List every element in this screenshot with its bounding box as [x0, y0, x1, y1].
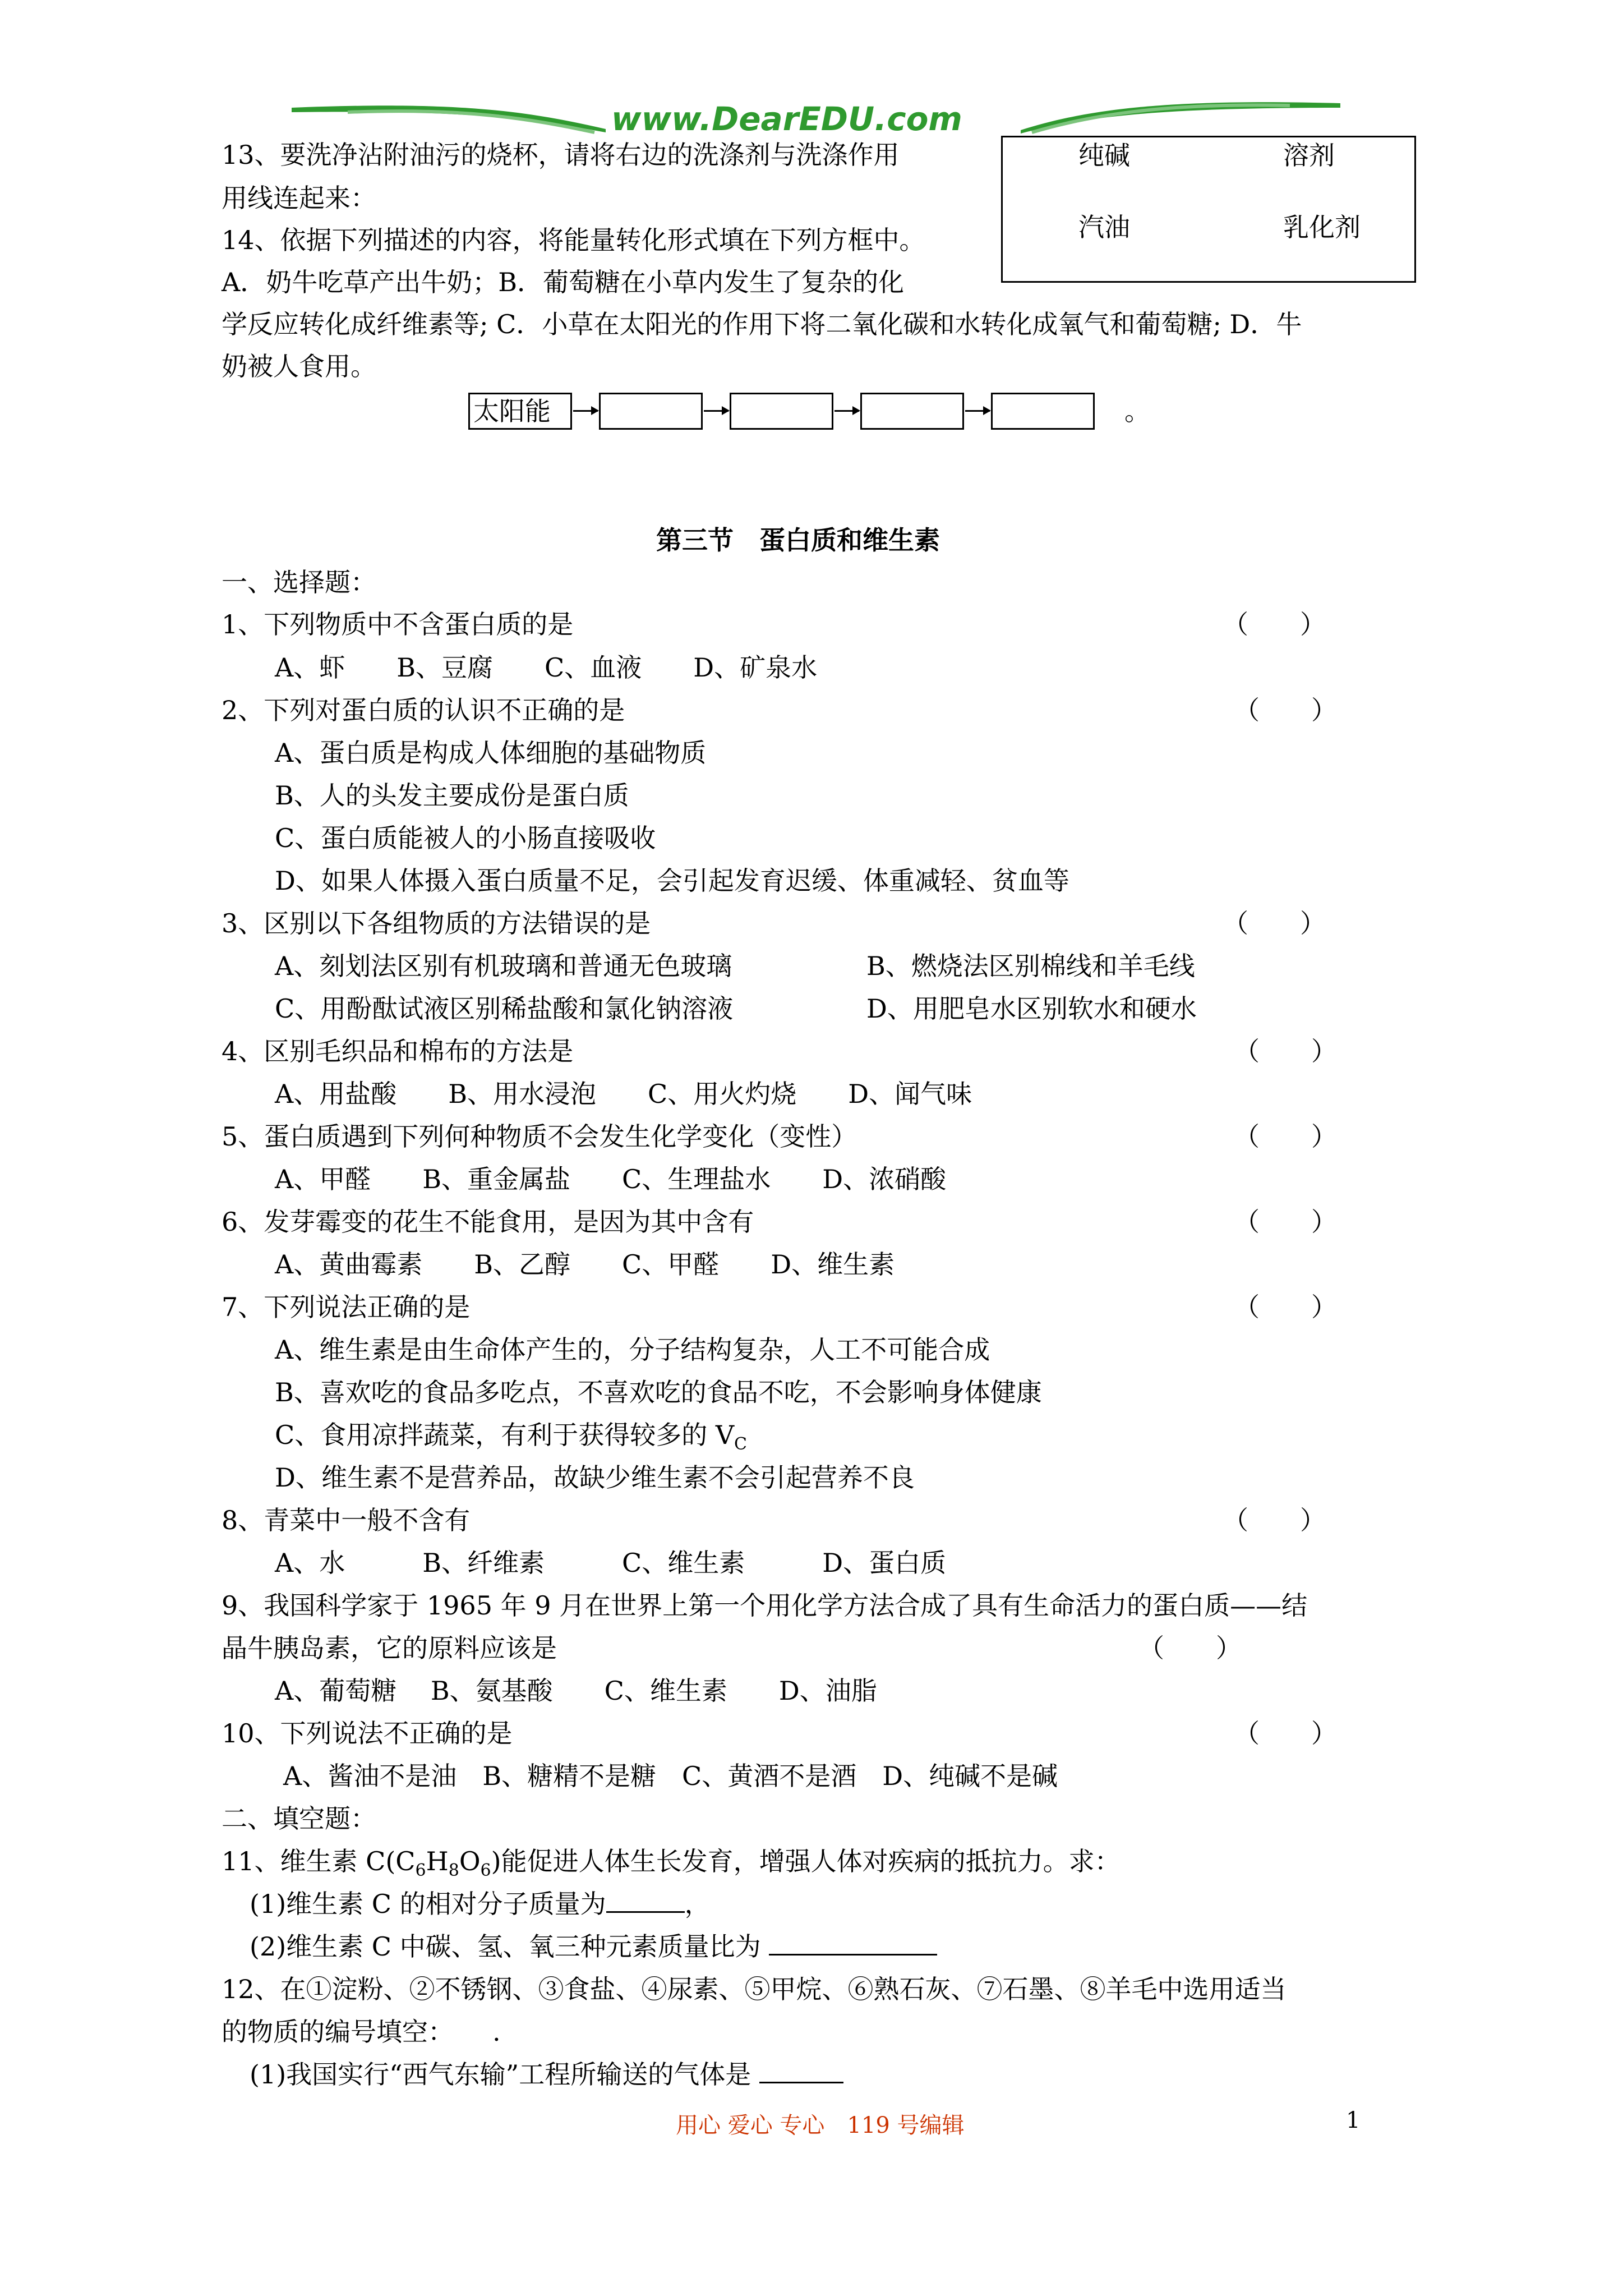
sub: 6	[415, 1861, 426, 1881]
flow-box-blank[interactable]	[860, 393, 964, 430]
question-option: A、维生素是由生命体产生的，分子结构复杂，人工不可能合成	[275, 1335, 990, 1365]
question-option: D、维生素不是营养品，故缺少维生素不会引起营养不良	[275, 1462, 915, 1493]
question-option: A、刻划法区别有机玻璃和普通无色玻璃	[275, 951, 732, 981]
question-stem-cont: 晶牛胰岛素，它的原料应该是	[222, 1633, 557, 1663]
question-option: B、人的头发主要成份是蛋白质	[275, 780, 629, 811]
flow-arrow	[573, 410, 598, 412]
fill-blank[interactable]	[606, 1889, 685, 1913]
answer-paren[interactable]: （ ）	[1234, 1207, 1337, 1237]
flow-arrow	[965, 410, 990, 412]
q11-h: H	[426, 1846, 449, 1876]
question-option: C、蛋白质能被人的小肠直接吸收	[275, 823, 656, 853]
q11-pre: 11、维生素 C(C	[222, 1846, 416, 1876]
question-stem: 8、青菜中一般不含有	[222, 1505, 471, 1535]
question-stem: 3、区别以下各组物质的方法错误的是	[222, 908, 651, 938]
question-stem: 7、下列说法正确的是	[222, 1292, 471, 1322]
q11-post: )能促进人体生长发育，增强人体对疾病的抵抗力。求：	[491, 1846, 1121, 1876]
footer-text: 用心 爱心 专心 119 号编辑	[676, 2113, 965, 2138]
q14-line4: 奶被人食用。	[222, 351, 376, 381]
answer-paren[interactable]: （ ）	[1223, 1505, 1326, 1535]
q12-line2: 的物质的编号填空： .	[222, 2017, 501, 2047]
question-stem: 4、区别毛织品和棉布的方法是	[222, 1036, 574, 1066]
q11-part2	[250, 1931, 937, 1962]
section-title: 第三节 蛋白质和维生素	[656, 525, 940, 555]
flow-arrow	[834, 410, 859, 412]
q11-p1-end: ，	[684, 1889, 711, 1919]
question-stem: 1、下列物质中不含蛋白质的是	[222, 609, 574, 639]
question-options: A、虾 B、豆腐 C、血液 D、矿泉水	[275, 652, 818, 683]
answer-paren[interactable]: （ ）	[1138, 1633, 1242, 1663]
question-option: D、如果人体摄入蛋白质量不足，会引起发育迟缓、体重减轻、贫血等	[275, 866, 1069, 896]
question-options: A、用盐酸 B、用水浸泡 C、用火灼烧 D、闻气味	[275, 1079, 972, 1109]
question-options: A、酱油不是油 B、糖精不是糖 C、黄酒不是酒 D、纯碱不是碱	[283, 1761, 1058, 1791]
detergent-box	[1001, 136, 1416, 283]
q13-line1: 13、要洗净沾附油污的烧杯，请将右边的洗涤剂与洗涤作用	[222, 140, 900, 170]
flow-box-blank[interactable]	[730, 393, 833, 430]
sub: 8	[448, 1861, 459, 1881]
part-heading-choice: 一、选择题：	[222, 567, 376, 597]
q14-line1: 14、依据下列描述的内容，将能量转化形式填在下列方框中。	[222, 225, 925, 255]
q11-stem	[222, 1846, 1121, 1887]
box-item-qiyou: 汽油	[1078, 212, 1130, 242]
box-item-ruhuaji: 乳化剂	[1283, 212, 1361, 242]
q12-part1	[250, 2059, 843, 2090]
q13-line2: 用线连起来：	[222, 183, 376, 213]
question-stem: 2、下列对蛋白质的认识不正确的是	[222, 695, 625, 725]
part-heading-fill: 二、填空题：	[222, 1803, 376, 1834]
subscript-c: C	[734, 1434, 748, 1455]
question-options: A、甲醛 B、重金属盐 C、生理盐水 D、浓硝酸	[275, 1164, 947, 1194]
answer-paren[interactable]: （ ）	[1234, 1292, 1337, 1322]
sub: 6	[480, 1861, 491, 1881]
question-option	[275, 1419, 747, 1460]
question-option: B、喜欢吃的食品多吃点，不喜欢吃的食品不吃，不会影响身体健康	[275, 1377, 1042, 1407]
q12-line1: 12、在①淀粉、②不锈钢、③食盐、④尿素、⑤甲烷、⑥熟石灰、⑦石墨、⑧羊毛中选用适当	[222, 1974, 1287, 2004]
q14-line2: A．奶牛吃草产出牛奶；B．葡萄糖在小草内发生了复杂的化	[222, 267, 905, 297]
question-option: D、用肥皂水区别软水和硬水	[866, 993, 1197, 1024]
question-option: C、用酚酞试液区别稀盐酸和氯化钠溶液	[275, 993, 734, 1024]
fill-blank[interactable]	[759, 2059, 843, 2083]
question-options: A、水 B、纤维素 C、维生素 D、蛋白质	[275, 1548, 947, 1578]
answer-paren[interactable]: （ ）	[1234, 695, 1337, 725]
answer-paren[interactable]: （ ）	[1223, 609, 1326, 639]
site-logo-text[interactable]: www.DearEDU.com	[611, 100, 962, 138]
question-stem: 6、发芽霉变的花生不能食用，是因为其中含有	[222, 1207, 754, 1237]
flow-arrow	[704, 410, 728, 412]
question-stem: 10、下列说法不正确的是	[222, 1718, 513, 1749]
question-stem: 9、我国科学家于 1965 年 9 月在世界上第一个用化学方法合成了具有生命活力的蛋白质——结	[222, 1590, 1308, 1621]
q12-p1-text: (1)我国实行“西气东输”工程所输送的气体是	[250, 2059, 751, 2090]
q11-o: O	[459, 1846, 481, 1876]
q14-line3: 学反应转化成纤维素等; C．小草在太阳光的作用下将二氧化碳和水转化成氧气和葡萄糖; D．牛	[222, 309, 1302, 339]
box-item-chunjian: 纯碱	[1078, 140, 1130, 171]
box-item-rongji: 溶剂	[1283, 140, 1335, 171]
answer-paren[interactable]: （ ）	[1234, 1121, 1337, 1152]
flow-box-solar: 太阳能	[468, 393, 572, 430]
page-number: 1	[1346, 2108, 1361, 2133]
question-options: A、葡萄糖 B、氨基酸 C、维生素 D、油脂	[275, 1676, 877, 1706]
flow-box-blank[interactable]	[991, 393, 1095, 430]
question-option: A、蛋白质是构成人体细胞的基础物质	[275, 738, 707, 768]
answer-paren[interactable]: （ ）	[1223, 908, 1326, 938]
flow-end-mark: 。	[1124, 396, 1150, 426]
option-text: C、食用凉拌蔬菜，有利于获得较多的 V	[275, 1420, 735, 1450]
question-options: A、黄曲霉素 B、乙醇 C、甲醛 D、维生素	[275, 1249, 895, 1280]
q11-part1	[250, 1888, 711, 1920]
flow-box-blank[interactable]	[599, 393, 703, 430]
q11-p1-text: (1)维生素 C 的相对分子质量为	[250, 1889, 606, 1919]
question-option: B、燃烧法区别棉线和羊毛线	[866, 951, 1195, 981]
fill-blank[interactable]	[769, 1931, 937, 1955]
question-stem: 5、蛋白质遇到下列何种物质不会发生化学变化（变性）	[222, 1121, 857, 1152]
answer-paren[interactable]: （ ）	[1234, 1036, 1337, 1066]
q11-p2-text: (2)维生素 C 中碳、氢、氧三种元素质量比为	[250, 1931, 761, 1962]
answer-paren[interactable]: （ ）	[1234, 1718, 1337, 1749]
